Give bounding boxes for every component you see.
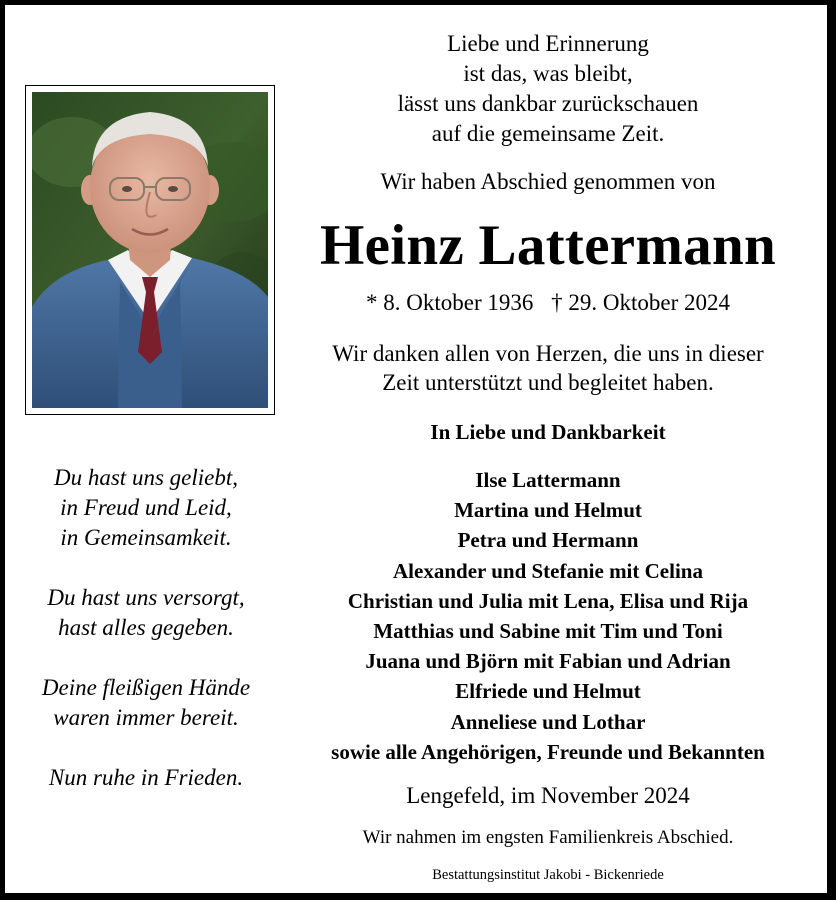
mourner-entry: Alexander und Stefanie mit Celina <box>393 558 703 583</box>
undertaker-credit: Bestattungsinstitut Jakobi - Bickenriede <box>432 867 664 883</box>
thanks-line: Wir danken allen von Herzen, die uns in dieser <box>332 341 764 366</box>
birth-date: * 8. Oktober 1936 <box>366 290 534 315</box>
poem-line: in Gemeinsamkeit. <box>60 525 232 550</box>
portrait-photo <box>32 92 268 408</box>
poem-line: in Freud und Leid, <box>60 495 232 520</box>
mourner-entry: Ilse Lattermann <box>475 468 621 492</box>
mourner-entry: Anneliese und Lothar <box>450 709 646 734</box>
deceased-name: Heinz Lattermann <box>320 214 776 277</box>
poem-line: Du hast uns geliebt, <box>54 465 238 490</box>
poem-line: hast alles gegeben. <box>58 615 234 640</box>
poem-line: Du hast uns versorgt, <box>47 585 245 610</box>
quote-line: ist das, was bleibt, <box>463 61 633 86</box>
mourner-entry: Matthias und Sabine mit Tim und Toni <box>373 619 723 644</box>
poem-line: Deine fleißigen Hände <box>41 675 251 700</box>
poem-stanza <box>5 763 287 793</box>
memorial-quote <box>293 29 803 149</box>
mourner-entry: Petra und Hermann <box>457 528 639 553</box>
poem-stanza <box>5 583 287 643</box>
mourner-entry: Juana und Björn mit Fabian und Adrian <box>365 649 731 674</box>
closing-phrase: In Liebe und Dankbarkeit <box>430 420 666 444</box>
quote-line: lässt uns dankbar zurückschauen <box>397 91 699 116</box>
quote-line: auf die gemeinsame Zeit. <box>431 121 665 146</box>
portrait-frame <box>25 85 275 415</box>
mourners-list <box>293 465 803 767</box>
intro-text: Wir haben Abschied genommen von <box>380 169 716 194</box>
mourner-entry: Elfriede und Helmut <box>455 679 641 704</box>
obituary-card <box>5 5 827 893</box>
thanks-line: Zeit unterstützt und begleitet haben. <box>382 370 714 395</box>
poem-stanza <box>5 673 287 733</box>
thanks-text <box>293 339 803 397</box>
life-dates <box>293 288 803 318</box>
mourner-entry: Christian und Julia mit Lena, Elisa und Rija <box>347 588 749 613</box>
poem-line: waren immer bereit. <box>53 705 239 730</box>
poem-stanza <box>5 463 287 553</box>
poem <box>5 463 287 823</box>
poem-line: Nun ruhe in Frieden. <box>48 765 244 790</box>
funeral-notice: Wir nahmen im engsten Familienkreis Abschied. <box>362 827 734 848</box>
mourner-entry: sowie alle Angehörigen, Freunde und Bekannten <box>331 739 765 764</box>
quote-line: Liebe und Erinnerung <box>447 31 649 56</box>
death-date: † 29. Oktober 2024 <box>551 290 730 315</box>
place-and-date: Lengefeld, im November 2024 <box>406 783 690 808</box>
mourner-entry: Martina und Helmut <box>454 498 642 523</box>
